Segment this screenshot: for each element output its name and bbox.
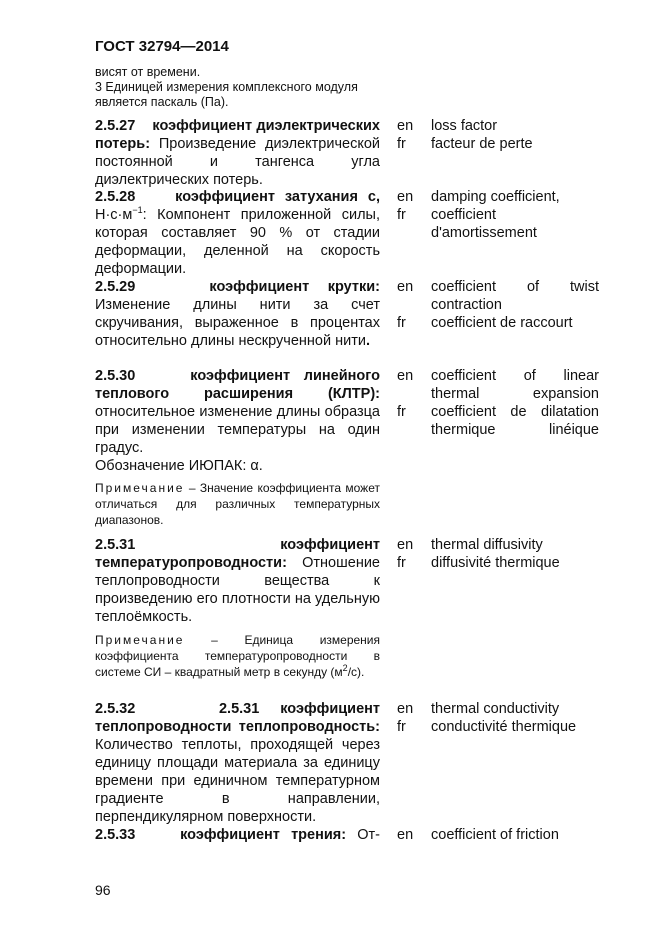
english-term: coefficient of friction	[431, 827, 559, 843]
lang-code-fr: fr	[397, 315, 406, 331]
lang-code-en: en	[397, 279, 414, 295]
entry-term: коэффициент затухания c,	[175, 189, 380, 205]
note-2-5-31	[95, 632, 380, 680]
note-text: – Значение коэффициента может отличаться для различных температурных диапазонов.	[95, 481, 380, 527]
french-term: conductivité thermique	[431, 719, 577, 735]
intro-line: является паскаль (Па).	[95, 95, 229, 109]
lang-code-fr: fr	[397, 719, 406, 735]
lang-code-en: en	[397, 537, 414, 553]
english-term: thermal conductivity	[431, 701, 560, 717]
entry-number: 2.5.27	[95, 118, 136, 134]
note-end: /с).	[347, 665, 365, 679]
entry-term: коэффициент температуропроводности:	[95, 537, 380, 571]
entry-number: 2.5.30	[95, 368, 136, 384]
lang-code-fr: fr	[397, 555, 406, 571]
lang-code-fr: fr	[397, 207, 406, 223]
entry-2-5-28	[95, 188, 380, 278]
entry-term: 2.5.31 коэффициент теплопроводности теплопроводность:	[95, 701, 380, 735]
entry-2-5-27	[95, 117, 380, 189]
intro-line: 3 Единицей измерения комплексного модуля	[95, 80, 358, 94]
french-term: facteur de perte	[431, 136, 533, 152]
english-term: damping coefficient,	[431, 189, 560, 205]
entry-2-5-30	[95, 367, 380, 457]
iupac-symbol: Обозначение ИЮПАК: α.	[95, 458, 263, 474]
entry-definition: : Компонент приложенной силы, которая составляет 90 % от стадии деформации, деленной на скорость деформации.	[95, 207, 380, 277]
entry-definition: относительное изменение длины образца при изменении температуры на один градус.	[95, 404, 380, 456]
entry-number: 2.5.32	[95, 701, 136, 717]
lang-code-en: en	[397, 118, 414, 134]
lang-code-en: en	[397, 827, 414, 843]
unit-exponent: −1	[132, 205, 143, 216]
entry-number: 2.5.29	[95, 279, 136, 295]
french-term: diffusivité thermique	[431, 555, 560, 571]
note-label: Примечание	[95, 633, 185, 647]
entry-definition: Отношение теплопроводности вещества к произведению его плотности на удельную теплоёмкость.	[95, 555, 380, 625]
intro-line: висят от времени.	[95, 65, 201, 79]
entry-2-5-31	[95, 536, 380, 626]
lang-code-fr: fr	[397, 404, 406, 420]
note-2-5-30	[95, 480, 380, 528]
english-term: coefficient of twist contraction	[431, 279, 599, 313]
entry-definition: От-	[357, 827, 381, 843]
english-term: loss factor	[431, 118, 498, 134]
page-number: 96	[95, 882, 111, 898]
document-header: ГОСТ 32794—2014	[95, 38, 229, 55]
entry-2-5-29	[95, 278, 380, 350]
entry-2-5-33	[95, 826, 380, 844]
note-text: – Единица измерения коэффициента температуропроводности в системе СИ – квадратный метр в секунду (м	[95, 633, 380, 679]
english-term: coefficient of linear thermal expansion	[431, 368, 599, 402]
entry-term: коэффициент диэлектрических потерь:	[95, 118, 380, 152]
entry-number: 2.5.31	[95, 537, 136, 553]
entry-number: 2.5.28	[95, 189, 136, 205]
lang-code-en: en	[397, 368, 414, 384]
entry-term: коэффициент трения:	[180, 827, 347, 843]
entry-unit: Н·с·м	[95, 207, 133, 223]
entry-number: 2.5.33	[95, 827, 136, 843]
french-term: coefficient de raccourt	[431, 315, 573, 331]
note-exponent: 2	[342, 663, 348, 673]
entry-definition: Произведение диэлектрической постоянной и тангенса угла диэлектрических потерь.	[95, 136, 381, 188]
french-term: coefficient d'amortissement	[431, 207, 537, 241]
note-label: Примечание	[95, 481, 185, 495]
entry-definition: Изменение длины нити за счет скручивания, выраженное в процентах относительно длины нескрученной нити	[95, 297, 380, 349]
french-term: coefficient de dilatation thermique linéique	[431, 404, 599, 438]
english-term: thermal diffusivity	[431, 537, 543, 553]
entry-definition: Количество теплоты, проходящей через единицу площади материала за единицу времени при единичном температурном градиенте в направлении, перпендикулярном поверхности.	[95, 737, 380, 825]
entry-term: коэффициент крутки:	[209, 279, 380, 295]
entry-term: коэффициент линейного теплового расширения (КЛТР):	[95, 368, 380, 402]
lang-code-en: en	[397, 189, 414, 205]
lang-code-en: en	[397, 701, 414, 717]
entry-2-5-32	[95, 700, 380, 826]
lang-code-fr: fr	[397, 136, 406, 152]
entry-end: .	[365, 333, 370, 349]
